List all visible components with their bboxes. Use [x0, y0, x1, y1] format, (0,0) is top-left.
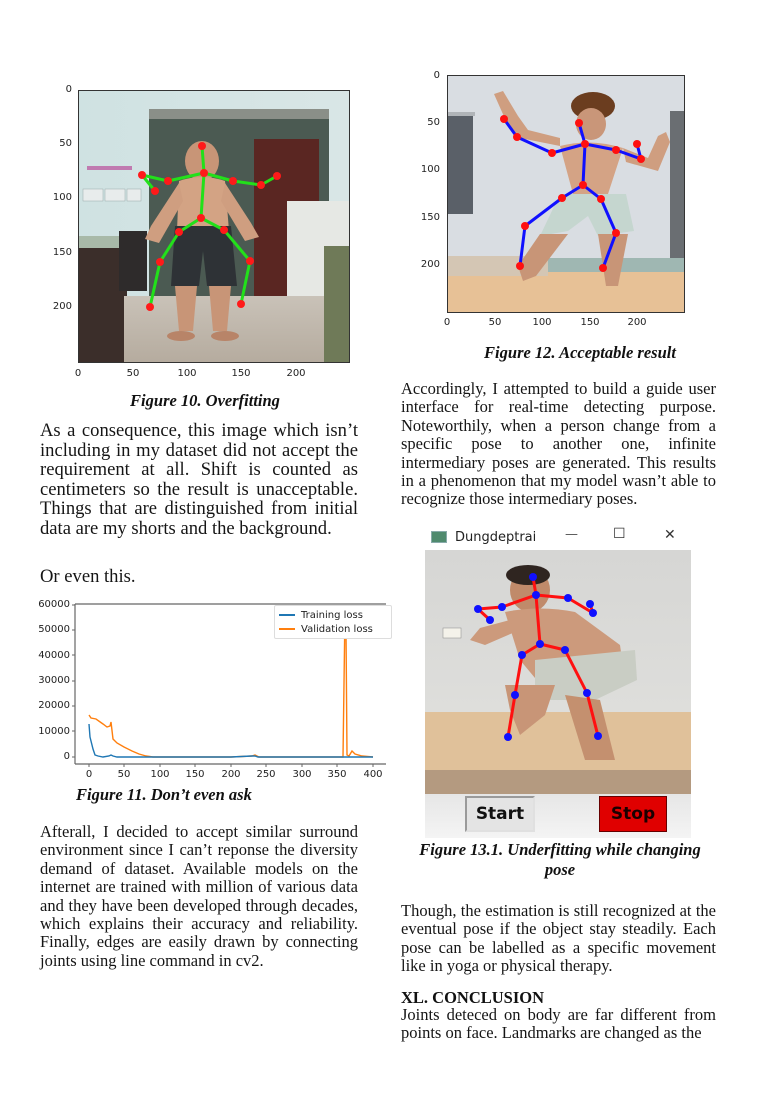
fig11-xtick: 150 — [185, 769, 205, 780]
fig12-xtick: 50 — [488, 317, 502, 328]
start-button[interactable]: Start — [465, 796, 535, 832]
fig10-xtick: 50 — [126, 368, 140, 379]
section-heading: XL. CONCLUSION — [401, 988, 545, 1007]
fig10-xtick: 0 — [74, 368, 82, 379]
window-titlebar — [425, 524, 691, 550]
fig11-ytick: 20000 — [38, 700, 70, 711]
video-frame — [425, 550, 691, 794]
fig11-ytick: 60000 — [38, 599, 70, 610]
body-paragraph: Though, the estimation is still recognized at the eventual pose if the object stay steadily. Each pose can be labelled as a specific movement like in yoga or physical therapy. — [401, 901, 716, 976]
app-icon — [431, 531, 447, 543]
body-paragraph: Afterall, I decided to accept similar surround environment since I can’t reponse the diversity demand of dataset. Available models on the internet are trained with million of various data and they have been developed through decades, which explains their accuracy and reliability. Finally, edges are easily drawn by connecting joints using line command in cv2. — [40, 822, 358, 970]
legend-item-validation — [279, 622, 387, 636]
fig11-xtick: 0 — [85, 769, 93, 780]
fig11-xtick: 300 — [292, 769, 312, 780]
stop-button[interactable]: Stop — [599, 796, 667, 832]
fig10-ytick: 200 — [52, 301, 72, 312]
minimize-icon[interactable]: — — [565, 527, 578, 542]
fig12-xtick: 150 — [580, 317, 600, 328]
fig12-xtick: 0 — [443, 317, 451, 328]
video-feed — [425, 550, 691, 794]
fig10-xtick: 100 — [177, 368, 197, 379]
fig12-xtick: 200 — [627, 317, 647, 328]
close-icon[interactable]: ✕ — [664, 527, 676, 543]
fig10-ytick: 50 — [59, 138, 72, 149]
legend-item-training — [279, 608, 387, 622]
training-loss-line — [89, 724, 373, 757]
fig11-ytick: 30000 — [38, 675, 70, 686]
fig10-ytick: 0 — [65, 84, 72, 95]
fig12-image-frame — [447, 75, 685, 313]
fig12-ytick: 200 — [420, 259, 440, 270]
fig10-xtick: 150 — [231, 368, 251, 379]
figure-12-caption: Figure 12. Acceptable result — [484, 343, 676, 362]
fig11-xtick: 200 — [221, 769, 241, 780]
body-paragraph: Accordingly, I attempted to build a guide user interface for real-time detecting purpose. Noteworthily, when a person change from a specific pose to another one, infinite intermediary poses are generated. This results in a phenomenon that my model wasn’t able to recognize those intermediary poses. — [401, 379, 716, 509]
training-loss-swatch — [279, 614, 295, 616]
fig11-legend — [274, 605, 392, 639]
figure-13-1-caption: Figure 13.1. Underfitting while changing pose — [419, 840, 701, 879]
validation-loss-swatch — [279, 628, 295, 630]
fig10-image-frame — [78, 90, 350, 363]
fig10-xtick: 200 — [286, 368, 306, 379]
fig12-ytick: 0 — [433, 70, 440, 81]
fig12-ytick: 50 — [427, 117, 440, 128]
fig11-xtick: 250 — [256, 769, 276, 780]
fig11-ytick: 40000 — [38, 650, 70, 661]
fig11-xtick: 50 — [117, 769, 131, 780]
fig10-ytick: 150 — [52, 247, 72, 258]
legend-label: Training loss — [301, 609, 363, 621]
body-paragraph: Joints deteced on body are far different from points on face. Landmarks are changed as the — [401, 1005, 716, 1043]
fig11-xtick: 100 — [150, 769, 170, 780]
fig10-photo — [79, 91, 350, 363]
fig12-xtick: 100 — [532, 317, 552, 328]
maximize-icon[interactable]: ☐ — [613, 526, 626, 542]
window-title: Dungdeptrai — [455, 529, 537, 545]
body-paragraph: As a consequence, this image which isn’t including in my dataset did not accept the requirement at all. Shift is counted as centimeters so the result is unacceptable. Things that are distinguished from initial data are my shorts and the background. — [40, 420, 358, 539]
fig11-xtick: 350 — [327, 769, 347, 780]
figure-11-caption: Figure 11. Don’t even ask — [76, 785, 252, 804]
fig11-ytick: 0 — [63, 751, 70, 762]
legend-label: Validation loss — [301, 623, 373, 635]
fig11-xtick: 400 — [363, 769, 383, 780]
fig12-ytick: 150 — [420, 212, 440, 223]
figure-10-caption: Figure 10. Overfitting — [130, 391, 280, 410]
fig12-photo — [448, 76, 685, 313]
fig10-ytick: 100 — [52, 192, 72, 203]
fig11-ytick: 10000 — [38, 726, 70, 737]
fig12-ytick: 100 — [420, 164, 440, 175]
control-bar — [425, 794, 691, 838]
body-paragraph: Or even this. — [40, 566, 136, 587]
fig11-ytick: 50000 — [38, 624, 70, 635]
